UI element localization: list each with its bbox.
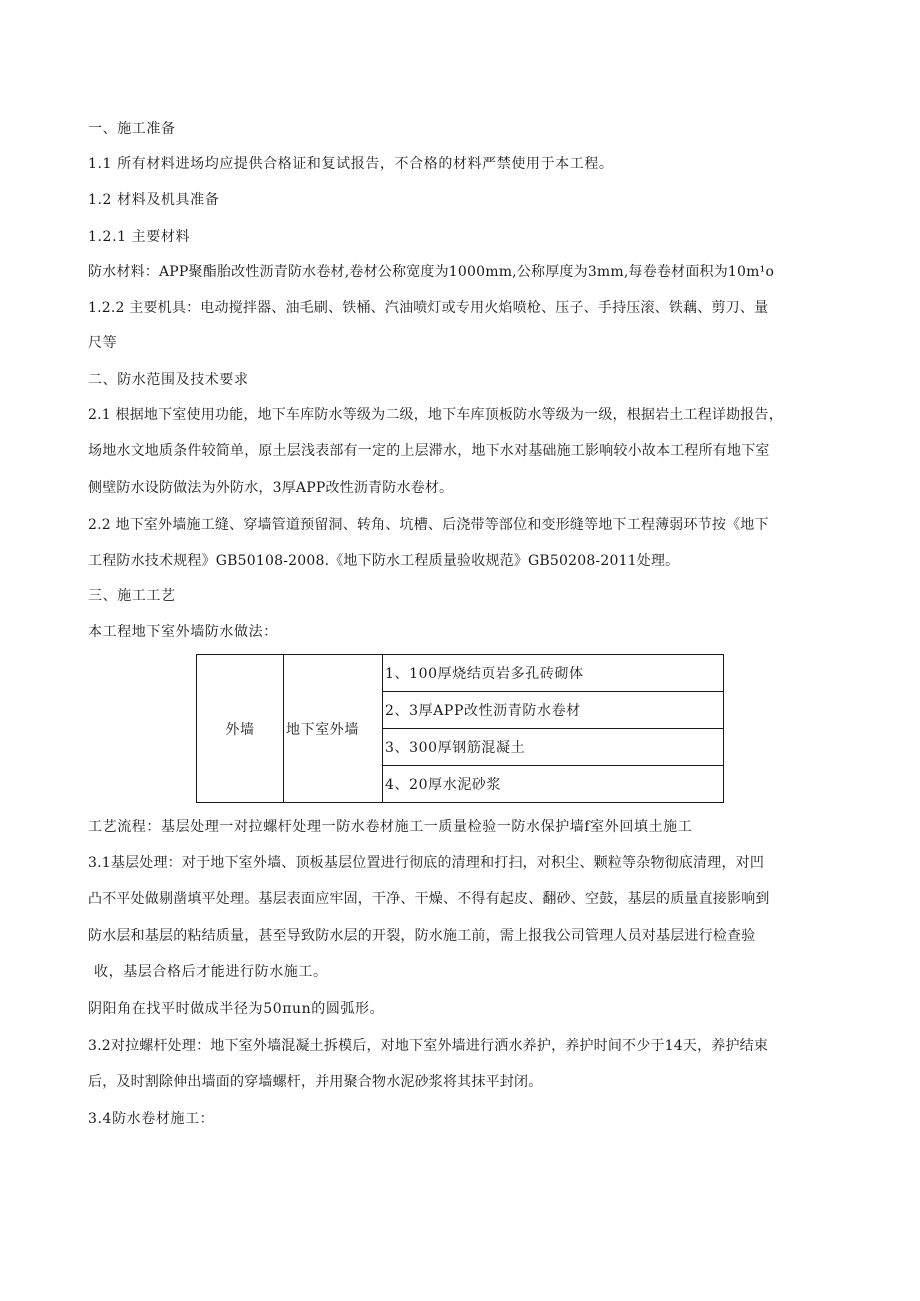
tools-paragraph-line-2: 尺等	[88, 335, 118, 351]
section-3-heading: 三、施工工艺	[88, 588, 176, 604]
paragraph-1-1: 1.1 所有材料进场均应提供合格证和复试报告，不合格的材料严禁使用于本工程。	[88, 156, 614, 172]
table-cell-layer-3: 3、300厚钢筋混凝土	[383, 729, 724, 766]
paragraph-3-2-line-2: 后，及时割除伸出墙面的穿墙螺杆，并用聚合物水泥砂浆将其抹平封闭。	[88, 1074, 543, 1090]
paragraph-3-1-line-3: 防水层和基层的粘结质量，甚至导致防水层的开裂，防水施工前，需上报我公司管理人员对基层进行检查验	[88, 928, 756, 944]
materials-paragraph: 防水材料：APP聚酯胎改性沥青防水卷材,卷材公称宽度为1000mm,公称厚度为3mm,每卷卷材面积为10m¹o	[88, 264, 775, 280]
section-2-heading: 二、防水范围及技术要求	[88, 372, 249, 388]
table-cell-layer-1: 1、100厚烧结页岩多孔砖砌体	[383, 655, 724, 692]
table-cell-layer-4: 4、20厚水泥砂浆	[383, 766, 724, 803]
paragraph-1-2: 1.2 材料及机具准备	[88, 192, 220, 208]
process-flow: 工艺流程：基层处理一对拉螺杆处理一防水卷材施工一质量检验一防水保护墙f室外回填土施工	[88, 819, 693, 835]
tools-paragraph-line-1: 1.2.2 主要机具：电动搅拌器、油毛刷、铁桶、汽油喷灯或专用火焰喷枪、压子、手持压滚、铁藕、剪刀、量	[88, 300, 769, 316]
paragraph-3-4-heading: 3.4防水卷材施工：	[88, 1111, 215, 1127]
section-1-heading: 一、施工准备	[88, 121, 176, 137]
paragraph-2-2-line-2: 工程防水技术规程》GB50108-2008.《地下防水工程质量验收规范》GB50208-2011处理。	[88, 553, 680, 569]
paragraph-2-1-line-2: 场地水文地质条件较简单，原土层浅表部有一定的上层滞水，地下水对基础施工影响较小故本工程所有地下室	[88, 443, 770, 459]
paragraph-2-1-line-1: 2.1 根据地下室使用功能，地下车库防水等级为二级，地下车库顶板防水等级为一级，根据岩土工程详勘报告，	[88, 407, 783, 423]
paragraph-2-1-line-3: 侧壁防水设防做法为外防水，3厚APP改性沥青防水卷材。	[88, 480, 454, 496]
paragraph-1-2-1: 1.2.1 主要材料	[88, 229, 191, 245]
table-row	[197, 655, 724, 692]
paragraph-3-1-line-4: 收，基层合格后才能进行防水施工。	[94, 964, 328, 980]
paragraph-3-1-line-2: 凸不平处做剔凿填平处理。基层表面应牢固，干净、干燥、不得有起皮、翻砂、空鼓，基层的质量直接影响到	[88, 891, 770, 907]
table-cell-wall: 外墙	[197, 655, 284, 803]
wall-waterproofing-table	[196, 654, 724, 803]
corner-paragraph: 阴阳角在找平时做成半径为50πun的圆弧形。	[88, 1001, 385, 1017]
paragraph-3-1-line-1: 3.1基层处理：对于地下室外墙、顶板基层位置进行彻底的清理和打扫，对积尘、颗粒等杂物彻底清理，对凹	[88, 855, 765, 871]
paragraph-2-2-line-1: 2.2 地下室外墙施工缝、穿墙管道预留洞、转角、坑槽、后浇带等部位和变形缝等地下工程薄弱环节按《地下	[88, 517, 769, 533]
paragraph-3-2-line-1: 3.2对拉螺杆处理：地下室外墙混凝土拆模后，对地下室外墙进行洒水养护，养护时间不少于14天，养护结束	[88, 1038, 769, 1054]
wall-method-intro: 本工程地下室外墙防水做法：	[88, 624, 278, 640]
table-cell-basement-wall: 地下室外墙	[284, 655, 383, 803]
table-cell-layer-2: 2、3厚APP改性沥青防水卷材	[383, 692, 724, 729]
